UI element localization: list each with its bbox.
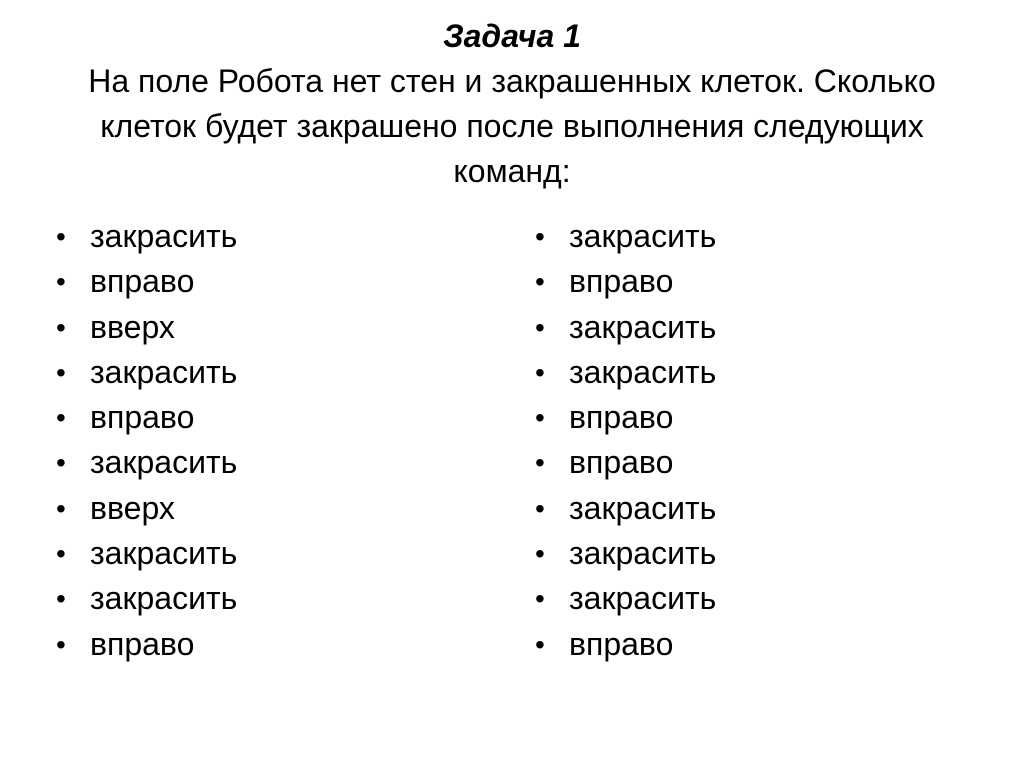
- bullet-icon: •: [535, 492, 545, 524]
- command-item: [535, 350, 716, 395]
- slide-title: [30, 14, 994, 194]
- command-item: [535, 486, 716, 531]
- command-text: закрасить: [569, 353, 717, 390]
- bullet-icon: •: [56, 266, 66, 298]
- command-item: [56, 622, 237, 667]
- command-item: [56, 350, 237, 395]
- command-item: [56, 259, 237, 304]
- command-text: закрасить: [90, 353, 238, 390]
- command-text: закрасить: [90, 535, 238, 572]
- command-item: [56, 576, 237, 621]
- bullet-icon: •: [535, 402, 545, 434]
- command-item: [56, 395, 237, 440]
- bullet-icon: •: [56, 311, 66, 343]
- command-item: [56, 214, 237, 259]
- bullet-icon: •: [535, 266, 545, 298]
- command-text: вправо: [90, 399, 195, 436]
- command-text: вправо: [569, 625, 674, 662]
- command-item: [56, 486, 237, 531]
- command-text: вправо: [90, 263, 195, 300]
- bullet-icon: •: [56, 583, 66, 615]
- command-list-left: [56, 214, 237, 667]
- task-text: На поле Робота нет стен и закрашенных клеток. Сколько клеток будет закрашено после выполнения следующих команд:: [88, 63, 936, 189]
- bullet-icon: •: [56, 492, 66, 524]
- bullet-icon: •: [56, 628, 66, 660]
- bullet-icon: •: [56, 538, 66, 570]
- bullet-icon: •: [535, 538, 545, 570]
- bullet-icon: •: [535, 628, 545, 660]
- command-item: [535, 305, 716, 350]
- command-text: закрасить: [90, 218, 238, 254]
- bullet-icon: •: [535, 447, 545, 479]
- bullet-icon: •: [56, 221, 66, 252]
- command-text: закрасить: [90, 444, 238, 481]
- bullet-icon: •: [535, 221, 545, 252]
- command-item: [535, 440, 716, 485]
- command-text: закрасить: [569, 308, 717, 345]
- command-text: вправо: [90, 625, 195, 662]
- bullet-icon: •: [535, 311, 545, 343]
- command-item: [535, 395, 716, 440]
- command-item: [56, 531, 237, 576]
- bullet-icon: •: [56, 356, 66, 388]
- command-text: закрасить: [569, 535, 717, 572]
- bullet-icon: •: [56, 447, 66, 479]
- command-text: вправо: [569, 399, 674, 436]
- command-text: закрасить: [90, 580, 238, 617]
- bullet-icon: •: [535, 583, 545, 615]
- command-item: [535, 531, 716, 576]
- command-list-right: [535, 214, 716, 667]
- command-item: [535, 214, 716, 259]
- command-text: вверх: [90, 489, 175, 526]
- command-text: закрасить: [569, 580, 717, 617]
- bullet-icon: •: [56, 402, 66, 434]
- command-text: вправо: [569, 444, 674, 481]
- command-item: [535, 622, 716, 667]
- command-text: вверх: [90, 308, 175, 345]
- command-text: закрасить: [569, 218, 717, 254]
- command-item: [535, 576, 716, 621]
- command-item: [56, 440, 237, 485]
- command-text: закрасить: [569, 489, 717, 526]
- command-item: [535, 259, 716, 304]
- command-item: [56, 305, 237, 350]
- bullet-icon: •: [535, 356, 545, 388]
- task-heading: Задача 1: [443, 18, 581, 54]
- command-text: вправо: [569, 263, 674, 300]
